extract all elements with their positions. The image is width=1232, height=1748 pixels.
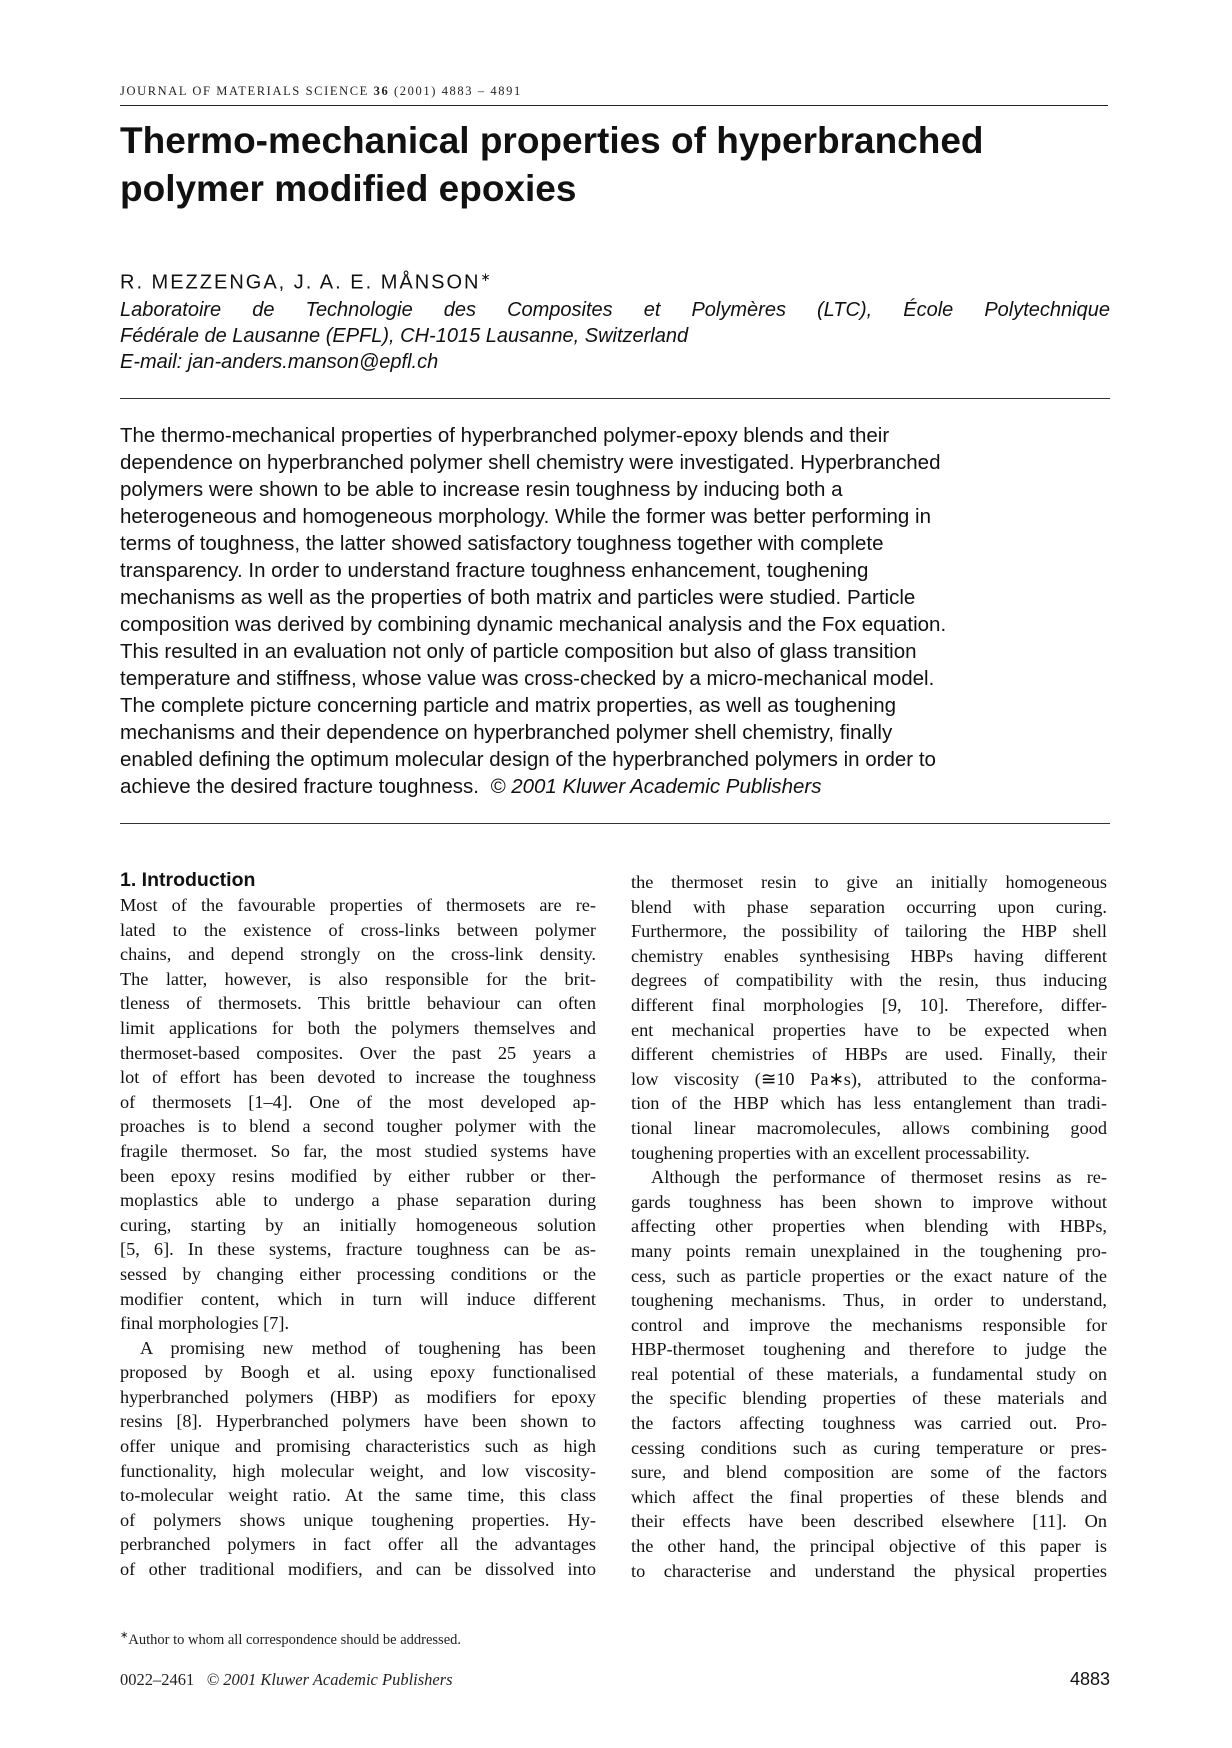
body-line: curing, starting by an initially homogeneous solution bbox=[120, 1214, 596, 1235]
body-line: perbranched polymers in fact offer all the advantages bbox=[120, 1534, 596, 1555]
footnote-marker: ∗ bbox=[120, 1630, 129, 1641]
body-line: Most of the favourable properties of thermosets are re- bbox=[120, 895, 596, 915]
body-line: of thermosets [1–4]. One of the most developed ap- bbox=[120, 1091, 596, 1112]
body-line: the factors affecting toughness was carried out. Pro- bbox=[631, 1413, 1107, 1434]
affiliation-line: Fédérale de Lausanne (EPFL), CH-1015 Lausanne, Switzerland bbox=[120, 325, 689, 347]
body-line: cessing conditions such as curing temperature or pres- bbox=[631, 1437, 1107, 1458]
body-line: limit applications for both the polymers themselves and bbox=[120, 1017, 596, 1038]
affiliation-block bbox=[120, 297, 1110, 375]
body-line: real potential of these materials, a fundamental study on bbox=[631, 1363, 1107, 1384]
body-line: to-molecular weight ratio. At the same time, this class bbox=[120, 1485, 596, 1506]
body-line: final morphologies [7]. bbox=[120, 1313, 290, 1334]
body-line: proaches is to blend a second tougher polymer with the bbox=[120, 1116, 596, 1137]
body-line: blend with phase separation occurring upon curing. bbox=[631, 896, 1107, 917]
page-number: 4883 bbox=[1069, 1669, 1110, 1689]
abstract-line: transparency. In order to understand fracture toughness enhancement, toughening bbox=[120, 559, 869, 582]
body-line: of other traditional modifiers, and can be dissolved into bbox=[120, 1559, 596, 1580]
body-line: the other hand, the principal objective of this paper is bbox=[631, 1536, 1107, 1557]
body-line: gards toughness has been shown to improve without bbox=[631, 1191, 1107, 1212]
body-line: hyperbranched polymers (HBP) as modifiers for epoxy bbox=[120, 1386, 596, 1407]
paper-title: Thermo-mechanical properties of hyperbranched polymer modified epoxies bbox=[120, 120, 984, 209]
footnote-text: Author to whom all correspondence should be addressed. bbox=[128, 1631, 461, 1648]
footer-copyright: © 2001 Kluwer Academic Publishers bbox=[206, 1670, 453, 1689]
body-line: the thermoset resin to give an initially homogeneous bbox=[631, 872, 1107, 892]
abstract-line: This resulted in an evaluation not only of particle composition but also of glass transition bbox=[120, 640, 917, 663]
abstract-line: enabled defining the optimum molecular design of the hyperbranched polymers in order to bbox=[120, 748, 936, 771]
body-line: lot of effort has been devoted to increase the toughness bbox=[120, 1067, 596, 1088]
body-line: sure, and blend composition are some of the factors bbox=[631, 1462, 1107, 1483]
body-line: toughening mechanisms. Thus, in order to understand, bbox=[631, 1290, 1107, 1311]
body-line: different final morphologies [9, 10]. Therefore, differ- bbox=[631, 994, 1107, 1015]
abstract-line: polymers were shown to be able to increase resin toughness by inducing both a bbox=[120, 478, 843, 501]
body-line: Although the performance of thermoset resins as re- bbox=[651, 1167, 1107, 1188]
body-line: toughening properties with an excellent processability. bbox=[631, 1142, 1030, 1163]
body-line: proposed by Boogh et al. using epoxy functionalised bbox=[120, 1362, 596, 1383]
body-line: low viscosity (≅10 Pa∗s), attributed to the conforma- bbox=[631, 1068, 1107, 1089]
abstract-line: temperature and stiffness, whose value was cross-checked by a micro-mechanical model. bbox=[120, 667, 935, 690]
body-line: chemistry enables synthesising HBPs having different bbox=[631, 945, 1107, 966]
body-line: chains, and depend strongly on the cross-link density. bbox=[120, 944, 596, 965]
author-names: R. MEZZENGA, J. A. E. MÅNSON bbox=[120, 271, 481, 294]
body-column-right bbox=[631, 870, 1107, 1583]
body-line: to characterise and understand the physical properties bbox=[631, 1560, 1107, 1581]
body-line: modifier content, which in turn will induce different bbox=[120, 1288, 596, 1309]
journal-name: JOURNAL OF MATERIALS SCIENCE bbox=[120, 84, 369, 98]
body-line: offer unique and promising characteristics such as high bbox=[120, 1436, 596, 1457]
author-email[interactable]: E-mail: jan-anders.manson@epfl.ch bbox=[120, 351, 439, 373]
body-line: affecting other properties when blending with HBPs, bbox=[631, 1216, 1107, 1237]
affiliation-line: Laboratoire de Technologie des Composites et Polymères (LTC), École Polytechnique bbox=[120, 299, 1110, 321]
body-line: tional linear macromolecules, allows combining good bbox=[631, 1117, 1107, 1138]
footer-issn-block bbox=[120, 1670, 453, 1690]
abstract-line: mechanisms and their dependence on hyperbranched polymer shell chemistry, finally bbox=[120, 721, 893, 744]
body-line: tion of the HBP which has less entanglement than tradi- bbox=[631, 1093, 1107, 1114]
abstract-line: The thermo-mechanical properties of hyperbranched polymer-epoxy blends and their bbox=[120, 424, 890, 447]
corresponding-author-marker: ∗ bbox=[480, 270, 491, 284]
body-line: ent mechanical properties have to be expected when bbox=[631, 1019, 1107, 1040]
body-column-left bbox=[120, 868, 596, 1582]
issn: 0022–2461 bbox=[120, 1670, 195, 1689]
running-head bbox=[120, 84, 1108, 106]
body-line: fragile thermoset. So far, the most studied systems have bbox=[120, 1140, 596, 1161]
body-line: A promising new method of toughening has been bbox=[140, 1337, 596, 1358]
body-line: [5, 6]. In these systems, fracture toughness can be as- bbox=[120, 1239, 596, 1260]
abstract-line: heterogeneous and homogeneous morphology. While the former was better performing in bbox=[120, 505, 931, 528]
body-line: degrees of compatibility with the resin, thus inducing bbox=[631, 970, 1107, 991]
divider bbox=[120, 398, 1110, 399]
abstract-line: composition was derived by combining dynamic mechanical analysis and the Fox equation. bbox=[120, 613, 947, 636]
body-line: control and improve the mechanisms responsible for bbox=[631, 1314, 1107, 1335]
abstract-line bbox=[120, 773, 1110, 800]
body-line: the specific blending properties of these materials and bbox=[631, 1388, 1107, 1409]
abstract-line: mechanisms as well as the properties of both matrix and particles were studied. Particle bbox=[120, 586, 916, 609]
footnote bbox=[120, 1630, 596, 1649]
body-line: tleness of thermosets. This brittle behaviour can often bbox=[120, 993, 596, 1014]
journal-year-pages: (2001) 4883 – 4891 bbox=[394, 84, 522, 98]
body-line: cess, such as particle properties or the exact nature of the bbox=[631, 1265, 1107, 1286]
body-line: many points remain unexplained in the toughening pro- bbox=[631, 1240, 1107, 1261]
body-line: sessed by changing either processing conditions or the bbox=[120, 1263, 596, 1284]
abstract-line: terms of toughness, the latter showed satisfactory toughness together with complete bbox=[120, 532, 884, 555]
abstract-line: The complete picture concerning particle and matrix properties, as well as toughening bbox=[120, 694, 896, 717]
body-line: Furthermore, the possibility of tailoring the HBP shell bbox=[631, 921, 1107, 942]
body-line: which affect the final properties of these blends and bbox=[631, 1486, 1107, 1507]
body-line: resins [8]. Hyperbranched polymers have been shown to bbox=[120, 1411, 596, 1432]
divider bbox=[120, 823, 1110, 824]
body-line: The latter, however, is also responsible for the brit- bbox=[120, 968, 596, 989]
body-line: lated to the existence of cross-links between polymer bbox=[120, 919, 596, 940]
body-line: their effects have been described elsewhere [11]. On bbox=[631, 1511, 1107, 1532]
abstract bbox=[120, 422, 1110, 800]
body-line: moplastics able to undergo a phase separation during bbox=[120, 1190, 596, 1211]
body-line: different chemistries of HBPs are used. Finally, their bbox=[631, 1044, 1107, 1065]
abstract-last-line: achieve the desired fracture toughness. bbox=[120, 775, 479, 798]
body-line: thermoset-based composites. Over the past 25 years a bbox=[120, 1042, 596, 1063]
section-heading: 1. Introduction bbox=[120, 869, 256, 891]
body-line: HBP-thermoset toughening and therefore to judge the bbox=[631, 1339, 1107, 1360]
body-line: functionality, high molecular weight, and low viscosity- bbox=[120, 1460, 596, 1481]
abstract-copyright: © 2001 Kluwer Academic Publishers bbox=[490, 775, 822, 798]
journal-volume: 36 bbox=[373, 84, 390, 98]
body-line: been epoxy resins modified by either rubber or ther- bbox=[120, 1165, 596, 1186]
body-line: of polymers shows unique toughening properties. Hy- bbox=[120, 1509, 596, 1530]
author-list bbox=[120, 270, 1110, 295]
abstract-line: dependence on hyperbranched polymer shell chemistry were investigated. Hyperbranched bbox=[120, 451, 941, 474]
